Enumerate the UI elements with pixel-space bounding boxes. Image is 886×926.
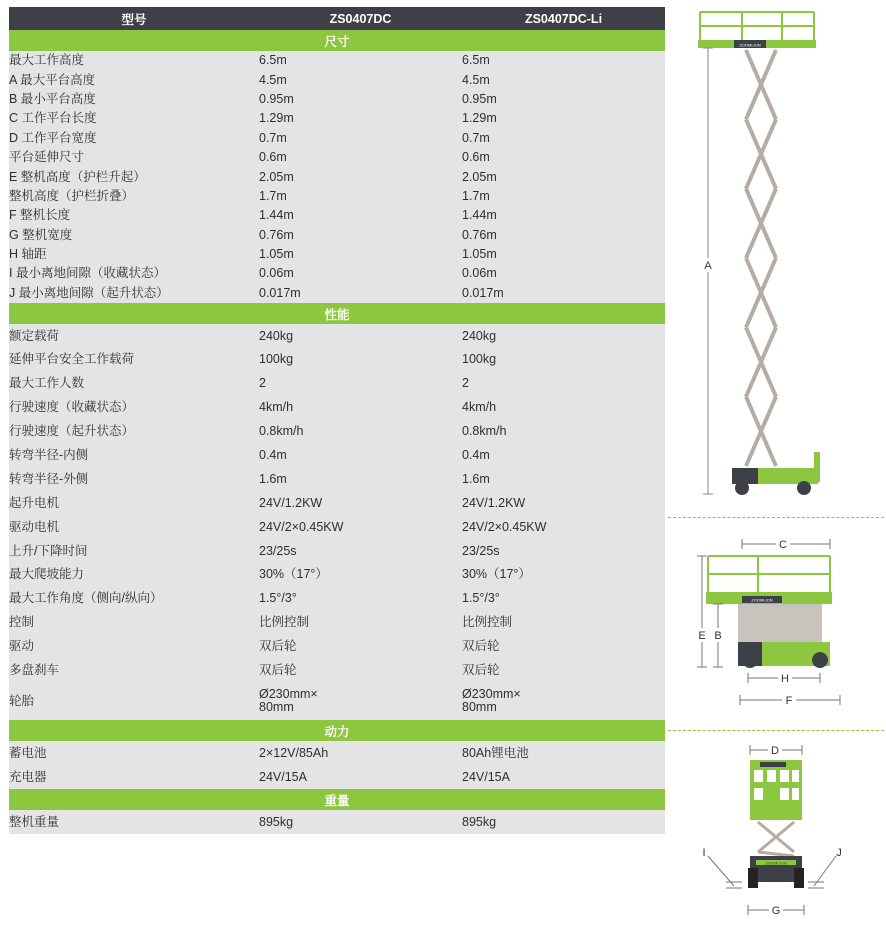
table-row: [9, 539, 665, 563]
table-row: [9, 206, 665, 225]
spec-name-cell: D 工作平台宽度: [9, 129, 259, 148]
front-view: [672, 740, 884, 926]
label-j: J: [836, 847, 842, 859]
spec-value-dc-cell: 895kg: [259, 810, 462, 834]
section-header: [9, 789, 665, 810]
spec-value-li-cell: 0.7m: [462, 129, 665, 148]
label-e: E: [698, 630, 706, 642]
spec-value-dc-cell: 4.5m: [259, 70, 462, 89]
spec-value-dc-cell: 0.95m: [259, 90, 462, 109]
platform-deck: [750, 812, 802, 820]
section-title: 重量: [9, 789, 665, 810]
table-row: [9, 372, 665, 396]
spec-value-li-cell: 1.44m: [462, 206, 665, 225]
stowed-scissor: [738, 604, 822, 644]
brand-text: ZOOMLION: [739, 42, 761, 48]
label-c: C: [779, 539, 787, 551]
table-row: [9, 810, 665, 834]
table-row: [9, 741, 665, 765]
spec-value-dc-cell: 2: [259, 372, 462, 396]
table-row: [9, 611, 665, 635]
spec-value-li-cell: 240kg: [462, 324, 665, 348]
spec-value-li-cell: 0.017m: [462, 284, 665, 303]
brand-plate: [760, 762, 786, 767]
spec-name-cell: 控制: [9, 611, 259, 635]
section-header: [9, 30, 665, 51]
table-row: [9, 109, 665, 128]
left-wheel: [748, 868, 758, 888]
spec-value-li-cell: 0.76m: [462, 226, 665, 245]
spec-value-dc-cell: 24V/1.2KW: [259, 491, 462, 515]
spec-name-cell: J 最小离地间隙（起升状态）: [9, 284, 259, 303]
table-header-row: [9, 7, 665, 30]
spec-value-dc-cell: Ø230mm× 80mm: [259, 682, 462, 720]
table-row: [9, 563, 665, 587]
spec-value-dc-cell: 1.5°/3°: [259, 587, 462, 611]
table-row: [9, 148, 665, 167]
spec-value-li-cell: 1.5°/3°: [462, 587, 665, 611]
spec-name-cell: 平台延伸尺寸: [9, 148, 259, 167]
spec-name-cell: 最大爬坡能力: [9, 563, 259, 587]
spec-value-dc-cell: 双后轮: [259, 659, 462, 683]
table-row: [9, 635, 665, 659]
spec-name-cell: A 最大平台高度: [9, 70, 259, 89]
spec-value-li-cell: 双后轮: [462, 635, 665, 659]
label-g: G: [771, 905, 781, 917]
spec-value-li-cell: 895kg: [462, 810, 665, 834]
spec-value-dc-cell: 24V/2×0.45KW: [259, 515, 462, 539]
table-row: [9, 587, 665, 611]
front-wheel: [742, 652, 758, 668]
spec-value-li-cell: 24V/15A: [462, 765, 665, 789]
right-wheel: [794, 868, 804, 888]
spec-value-dc-cell: 双后轮: [259, 635, 462, 659]
spec-value-li-cell: Ø230mm× 80mm: [462, 682, 665, 720]
spec-name-cell: 驱动电机: [9, 515, 259, 539]
ladder: [814, 452, 820, 482]
section-header: [9, 720, 665, 741]
label-a: A: [704, 260, 712, 272]
spec-value-dc-cell: 0.06m: [259, 264, 462, 283]
rear-wheel: [797, 481, 811, 495]
rear-wheel: [812, 652, 828, 668]
spec-name-cell: 行驶速度（收藏状态）: [9, 396, 259, 420]
spec-name-cell: 起升电机: [9, 491, 259, 515]
spec-value-dc-cell: 1.6m: [259, 467, 462, 491]
spec-name-cell: C 工作平台长度: [9, 109, 259, 128]
spec-value-li-cell: 24V/1.2KW: [462, 491, 665, 515]
platform-railing: [708, 556, 830, 592]
section-title: 性能: [9, 303, 665, 324]
spec-value-dc-cell: 1.29m: [259, 109, 462, 128]
spec-value-li-cell: 1.7m: [462, 187, 665, 206]
spec-value-dc-cell: 0.76m: [259, 226, 462, 245]
spec-value-dc-cell: 24V/15A: [259, 765, 462, 789]
spec-name-cell: 多盘刹车: [9, 659, 259, 683]
spec-value-dc-cell: 6.5m: [259, 51, 462, 70]
spec-name-cell: 转弯半径-内侧: [9, 444, 259, 468]
spec-name-cell: B 最小平台高度: [9, 90, 259, 109]
spec-value-dc-cell: 1.05m: [259, 245, 462, 264]
spec-table: [9, 7, 665, 834]
stowed-scissor: [758, 822, 794, 856]
spec-value-li-cell: 0.6m: [462, 148, 665, 167]
spec-name-cell: H 轴距: [9, 245, 259, 264]
section-title: 动力: [9, 720, 665, 741]
spec-value-dc-cell: 0.6m: [259, 148, 462, 167]
table-row: [9, 51, 665, 70]
spec-value-li-cell: 80Ah锂电池: [462, 741, 665, 765]
spec-value-li-cell: 2: [462, 372, 665, 396]
spec-name-cell: 上升/下降时间: [9, 539, 259, 563]
label-i: I: [702, 847, 706, 859]
scissor-stack: [746, 50, 776, 466]
spec-name-cell: 整机重量: [9, 810, 259, 834]
divider-line: [668, 730, 884, 731]
header-zs0407dc-li: ZS0407DC-Li: [462, 7, 665, 30]
table-row: [9, 284, 665, 303]
spec-value-dc-cell: 1.7m: [259, 187, 462, 206]
spec-name-cell: 最大工作高度: [9, 51, 259, 70]
spec-name-cell: 整机高度（护栏折叠）: [9, 187, 259, 206]
platform-railing: [700, 12, 814, 40]
spec-value-dc-cell: 23/25s: [259, 539, 462, 563]
spec-value-li-cell: 0.8km/h: [462, 420, 665, 444]
spec-value-dc-cell: 240kg: [259, 324, 462, 348]
spec-value-li-cell: 1.6m: [462, 467, 665, 491]
spec-name-cell: 额定载荷: [9, 324, 259, 348]
spec-value-li-cell: 0.4m: [462, 444, 665, 468]
spec-value-li-cell: 2.05m: [462, 167, 665, 186]
table-row: [9, 245, 665, 264]
spec-value-li-cell: 0.95m: [462, 90, 665, 109]
chassis-battery-box: [732, 468, 758, 484]
spec-value-dc-cell: 2×12V/85Ah: [259, 741, 462, 765]
spec-value-dc-cell: 30%（17°）: [259, 563, 462, 587]
spec-value-li-cell: 4km/h: [462, 396, 665, 420]
table-row: [9, 682, 665, 720]
spec-value-dc-cell: 100kg: [259, 348, 462, 372]
table-row: [9, 167, 665, 186]
table-row: [9, 324, 665, 348]
header-zs0407dc: ZS0407DC: [259, 7, 462, 30]
spec-value-dc-cell: 1.44m: [259, 206, 462, 225]
table-row: [9, 348, 665, 372]
table-row: [9, 467, 665, 491]
elevated-side-view: [672, 4, 884, 500]
label-f: F: [785, 695, 793, 707]
spec-name-cell: G 整机宽度: [9, 226, 259, 245]
spec-value-li-cell: 双后轮: [462, 659, 665, 683]
spec-value-dc-cell: 0.4m: [259, 444, 462, 468]
spec-value-li-cell: 30%（17°）: [462, 563, 665, 587]
table-row: [9, 70, 665, 89]
spec-value-dc-cell: 2.05m: [259, 167, 462, 186]
table-row: [9, 659, 665, 683]
brand-text: ZOOMLION: [751, 597, 773, 603]
divider-line: [668, 517, 884, 518]
spec-value-li-cell: 24V/2×0.45KW: [462, 515, 665, 539]
table-row: [9, 491, 665, 515]
spec-name-cell: 轮胎: [9, 682, 259, 720]
label-d: D: [771, 745, 779, 757]
spec-value-dc-cell: 0.017m: [259, 284, 462, 303]
spec-value-dc-cell: 4km/h: [259, 396, 462, 420]
spec-name-cell: 转弯半径-外侧: [9, 467, 259, 491]
table-row: [9, 129, 665, 148]
section-title: 尺寸: [9, 30, 665, 51]
spec-value-li-cell: 0.06m: [462, 264, 665, 283]
spec-name-cell: 延伸平台安全工作载荷: [9, 348, 259, 372]
spec-name-cell: E 整机高度（护栏升起）: [9, 167, 259, 186]
spec-name-cell: 充电器: [9, 765, 259, 789]
table-row: [9, 226, 665, 245]
spec-name-cell: F 整机长度: [9, 206, 259, 225]
spec-value-li-cell: 比例控制: [462, 611, 665, 635]
spec-value-dc-cell: 比例控制: [259, 611, 462, 635]
stowed-side-view: [672, 534, 884, 714]
table-row: [9, 444, 665, 468]
header-model: 型号: [9, 7, 259, 30]
spec-name-cell: 最大工作人数: [9, 372, 259, 396]
spec-name-cell: 行驶速度（起升状态）: [9, 420, 259, 444]
spec-value-li-cell: 100kg: [462, 348, 665, 372]
spec-value-li-cell: 1.05m: [462, 245, 665, 264]
table-row: [9, 187, 665, 206]
table-row: [9, 420, 665, 444]
table-row: [9, 515, 665, 539]
front-wheel: [735, 481, 749, 495]
spec-value-li-cell: 23/25s: [462, 539, 665, 563]
spec-value-li-cell: 4.5m: [462, 70, 665, 89]
spec-value-dc-cell: 0.7m: [259, 129, 462, 148]
table-row: [9, 264, 665, 283]
spec-value-li-cell: 6.5m: [462, 51, 665, 70]
table-row: [9, 765, 665, 789]
section-header: [9, 303, 665, 324]
spec-value-li-cell: 1.29m: [462, 109, 665, 128]
table-row: [9, 396, 665, 420]
brand-text: ZOOMLION: [765, 860, 787, 866]
spec-name-cell: 驱动: [9, 635, 259, 659]
label-h: H: [781, 673, 789, 685]
label-b: B: [714, 630, 722, 642]
spec-name-cell: 最大工作角度（侧向/纵向）: [9, 587, 259, 611]
spec-value-dc-cell: 0.8km/h: [259, 420, 462, 444]
table-row: [9, 90, 665, 109]
spec-name-cell: I 最小离地间隙（收藏状态）: [9, 264, 259, 283]
spec-name-cell: 蓄电池: [9, 741, 259, 765]
